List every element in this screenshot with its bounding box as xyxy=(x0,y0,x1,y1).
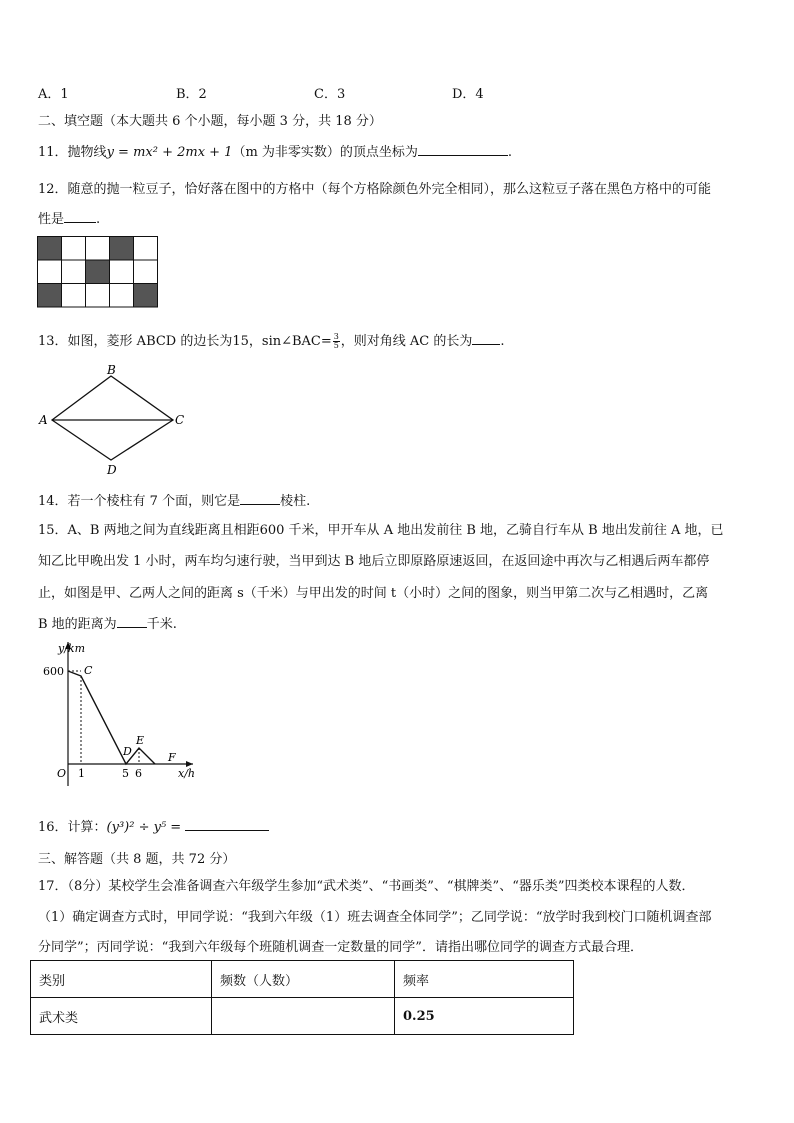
vertex-b-label: B xyxy=(107,363,116,377)
option-b: B．2 xyxy=(176,87,207,102)
table-cell: 武术类 xyxy=(31,998,212,1035)
table-header-cell: 频率 xyxy=(395,961,574,998)
x-tick-1: 1 xyxy=(78,767,85,780)
point-e-label: E xyxy=(136,734,145,747)
q13-pre: 13．如图，菱形 ABCD 的边长为15，sin∠BAC= xyxy=(38,334,332,349)
q14-answer-blank xyxy=(240,491,280,505)
q13-rhombus-figure xyxy=(36,362,190,478)
option-a: A．1 xyxy=(38,87,69,102)
q13-frac-den: 5 xyxy=(333,341,339,350)
vertex-d-label: D xyxy=(107,463,117,477)
grid-cell-black xyxy=(38,237,62,261)
grid-cell-white xyxy=(62,237,86,261)
table-cell xyxy=(212,998,395,1035)
q12-line1: 12．随意的抛一粒豆子，恰好落在图中的方格中（每个方格除颜色外完全相同），那么这粒豆子落在黑色方格中的可能 xyxy=(38,182,712,197)
q11-formula: y = mx² + 2mx + 1 xyxy=(106,145,233,160)
q13-end: . xyxy=(500,334,505,349)
q12-grid-figure xyxy=(37,236,158,308)
table-header-row xyxy=(31,961,574,998)
origin-label: O xyxy=(57,767,67,780)
q12-end: . xyxy=(96,212,101,227)
section-heading-fill-blank: 二、填空题（本大题共 6 个小题，每小题 3 分，共 18 分） xyxy=(38,114,382,129)
grid-cell-black xyxy=(110,237,134,261)
q15-line3: 止，如图是甲、乙两人之间的距离 s（千米）与甲出发的时间 t（小时）之间的图象，则当甲第二次与乙相遇时，乙离 xyxy=(38,586,709,601)
x-tick-6: 6 xyxy=(135,767,142,780)
grid-cell-white xyxy=(110,284,134,308)
q15-line4: B 地的距离为 xyxy=(38,617,117,632)
question-11 xyxy=(38,141,512,160)
vertex-a-label: A xyxy=(39,413,48,427)
q11-paren: （m 为非零实数）的顶点坐标为 xyxy=(232,145,418,160)
question-14 xyxy=(38,490,310,509)
q15-distance-graph xyxy=(38,638,208,786)
grid-cell-black xyxy=(134,284,158,308)
grid-cell-white xyxy=(86,284,110,308)
y-axis-label: y/km xyxy=(58,642,86,655)
q15-answer-blank xyxy=(117,614,147,628)
q15-line2: 知乙比甲晚出发 1 小时，两车均匀速行驶，当甲到达 B 地后立即原路原速返回，在返回途中再次与乙相遇后两车都停 xyxy=(38,554,710,569)
q11-answer-blank xyxy=(418,142,508,156)
q11-pre: 抛物线 xyxy=(67,145,107,160)
q14-pre: 14．若一个棱柱有 7 个面，则它是 xyxy=(38,494,241,509)
frequency-table xyxy=(30,960,574,1035)
grid-cell-white xyxy=(86,237,110,261)
grid-cell-white xyxy=(134,260,158,284)
section-heading-answer: 三、解答题（共 8 题，共 72 分） xyxy=(38,852,236,867)
table-header-cell: 频数（人数） xyxy=(212,961,395,998)
y-tick-600: 600 xyxy=(43,665,64,678)
x-axis-label: x/h xyxy=(178,767,195,780)
grid-cell-white xyxy=(38,260,62,284)
option-d: D．4 xyxy=(452,87,484,102)
q13-answer-blank xyxy=(472,331,500,345)
x-tick-5: 5 xyxy=(122,767,129,780)
grid-cell-white xyxy=(134,237,158,261)
vertex-c-label: C xyxy=(175,413,185,427)
q13-frac-num: 3 xyxy=(333,332,339,341)
question-16 xyxy=(38,816,269,835)
q17-line1: 17．（8分）某校学生会准备调查六年级学生参加“武术类”、“书画类”、“棋牌类”、“器乐类”四类校本课程的人数． xyxy=(38,879,695,894)
grid-cell-black xyxy=(38,284,62,308)
rhombus-abcd xyxy=(52,376,173,460)
table-row xyxy=(31,998,574,1035)
q16-pre: 16．计算： xyxy=(38,820,107,835)
grid-cell-white xyxy=(62,284,86,308)
q15-end: 千米. xyxy=(146,617,177,632)
point-f-label: F xyxy=(168,751,176,764)
q14-post: 棱柱. xyxy=(280,494,311,509)
table-cell: 0.25 xyxy=(395,998,574,1035)
q11-end: . xyxy=(507,145,513,160)
q13-post: ，则对角线 AC 的长为 xyxy=(340,334,473,349)
question-13 xyxy=(38,330,505,350)
grid-cell-white xyxy=(62,260,86,284)
question-12-line2 xyxy=(38,208,100,227)
question-15-line4 xyxy=(38,613,177,632)
q17-line2: （1）确定调查方式时，甲同学说：“我到六年级（1）班去调查全体同学”；乙同学说：“放学时我到校门口随机调查部 xyxy=(38,910,712,925)
q11-number: 11． xyxy=(38,145,68,160)
grid-cell-white xyxy=(110,260,134,284)
q15-line1: 15．A、B 两地之间为直线距离且相距600 千米，甲开车从 A 地出发前往 B 地，乙骑自行车从 B 地出发前往 A 地，已 xyxy=(38,523,724,538)
q12-answer-blank xyxy=(64,209,96,223)
point-d-label: D xyxy=(123,745,132,758)
option-c: C．3 xyxy=(314,87,346,102)
point-c-label: C xyxy=(84,664,93,677)
q16-formula: (y³)² ÷ y⁵ = xyxy=(106,820,182,835)
table-header-cell: 类别 xyxy=(31,961,212,998)
q13-fraction xyxy=(333,333,340,350)
q17-line3: 分同学”；丙同学说：“我到六年级每个班随机调查一定数量的同学”．请指出哪位同学的调查方式最合理． xyxy=(38,940,643,955)
q12-line2: 性是 xyxy=(38,212,65,227)
q16-answer-blank xyxy=(185,817,269,831)
grid-cell-black xyxy=(86,260,110,284)
